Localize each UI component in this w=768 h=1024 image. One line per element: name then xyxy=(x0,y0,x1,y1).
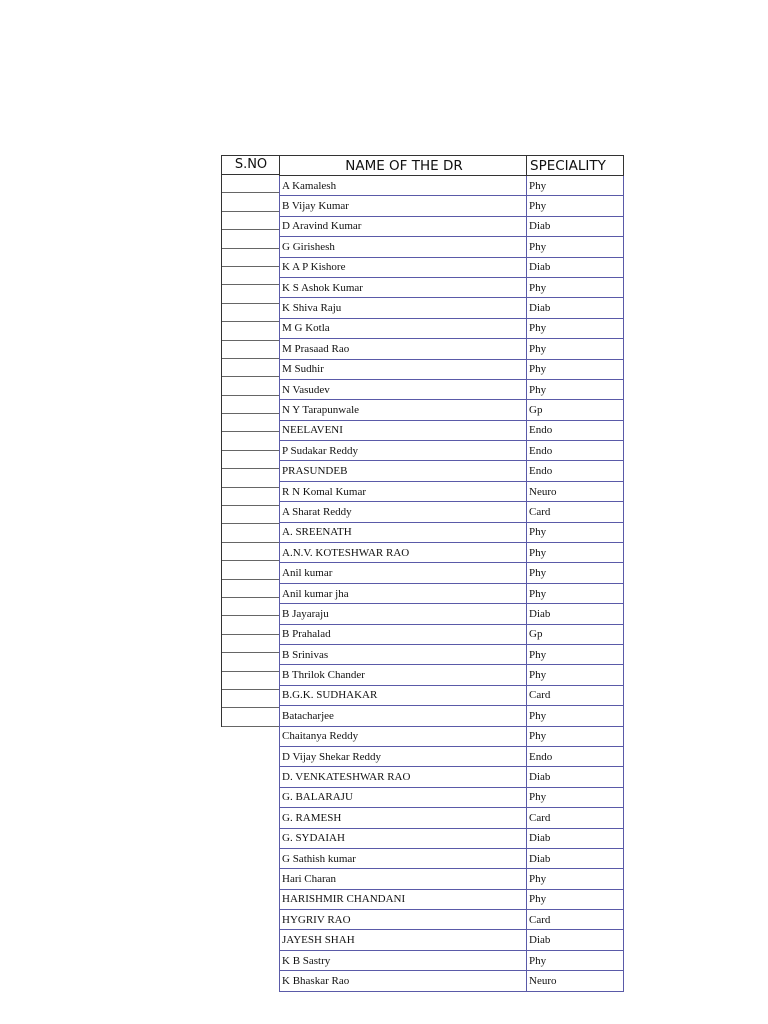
doctor-name-cell: NEELAVENI xyxy=(280,420,527,440)
doctor-name-cell: K B Sastry xyxy=(280,950,527,970)
speciality-cell: Phy xyxy=(527,869,624,889)
sno-cell xyxy=(222,469,280,487)
table-row xyxy=(280,930,624,950)
table-row xyxy=(280,604,624,624)
table-row xyxy=(280,848,624,868)
speciality-cell: Endo xyxy=(527,461,624,481)
table-row xyxy=(280,644,624,664)
speciality-cell: Phy xyxy=(527,787,624,807)
sno-cell xyxy=(222,598,280,616)
speciality-cell: Phy xyxy=(527,359,624,379)
table-row xyxy=(280,767,624,787)
table-row xyxy=(280,583,624,603)
sno-cell xyxy=(222,451,280,469)
speciality-cell: Card xyxy=(527,502,624,522)
sno-cell xyxy=(222,341,280,359)
doctor-name-cell: B Thrilok Chander xyxy=(280,665,527,685)
table-row xyxy=(280,339,624,359)
doctor-name-cell: B.G.K. SUDHAKAR xyxy=(280,685,527,705)
sno-cell xyxy=(222,690,280,708)
doctor-name-cell: B Prahalad xyxy=(280,624,527,644)
sno-cell xyxy=(222,359,280,377)
table-row xyxy=(280,277,624,297)
sno-cell xyxy=(222,267,280,285)
doctor-name-cell: P Sudakar Reddy xyxy=(280,441,527,461)
doctor-name-cell: G Girishesh xyxy=(280,237,527,257)
sno-cell xyxy=(222,506,280,524)
table-row xyxy=(280,869,624,889)
doctor-name-cell: Anil kumar jha xyxy=(280,583,527,603)
speciality-cell: Endo xyxy=(527,746,624,766)
sno-cell xyxy=(222,543,280,561)
doctor-name-cell: D. VENKATESHWAR RAO xyxy=(280,767,527,787)
doctor-name-cell: JAYESH SHAH xyxy=(280,930,527,950)
speciality-cell: Phy xyxy=(527,318,624,338)
table-row xyxy=(280,746,624,766)
doctor-name-cell: M Prasaad Rao xyxy=(280,339,527,359)
speciality-cell: Diab xyxy=(527,930,624,950)
speciality-cell: Diab xyxy=(527,767,624,787)
table-row xyxy=(280,359,624,379)
doctor-table xyxy=(279,155,624,992)
doctor-name-cell: B Jayaraju xyxy=(280,604,527,624)
speciality-cell: Diab xyxy=(527,257,624,277)
speciality-cell: Phy xyxy=(527,237,624,257)
doctor-name-cell: A. SREENATH xyxy=(280,522,527,542)
speciality-cell: Diab xyxy=(527,298,624,318)
doctor-name-cell: R N Komal Kumar xyxy=(280,481,527,501)
sno-cell xyxy=(222,524,280,542)
table-row xyxy=(280,461,624,481)
doctor-name-cell: PRASUNDEB xyxy=(280,461,527,481)
sno-cell xyxy=(222,635,280,653)
speciality-cell: Phy xyxy=(527,706,624,726)
speciality-cell: Phy xyxy=(527,950,624,970)
table-row xyxy=(280,400,624,420)
speciality-cell: Phy xyxy=(527,379,624,399)
speciality-cell: Phy xyxy=(527,339,624,359)
table-row xyxy=(280,237,624,257)
sno-cell xyxy=(222,414,280,432)
header-row xyxy=(280,156,624,176)
table-row xyxy=(280,176,624,196)
table-row xyxy=(280,889,624,909)
sno-cell xyxy=(222,432,280,450)
doctor-name-cell: N Vasudev xyxy=(280,379,527,399)
sno-cell xyxy=(222,488,280,506)
doctor-name-cell: A Sharat Reddy xyxy=(280,502,527,522)
speciality-cell: Diab xyxy=(527,848,624,868)
table-body xyxy=(280,176,624,992)
doctor-name-cell: HARISHMIR CHANDANI xyxy=(280,889,527,909)
doctor-name-cell: Chaitanya Reddy xyxy=(280,726,527,746)
table-row xyxy=(280,522,624,542)
speciality-cell: Phy xyxy=(527,583,624,603)
speciality-cell: Card xyxy=(527,808,624,828)
sno-cell xyxy=(222,561,280,579)
speciality-cell: Phy xyxy=(527,543,624,563)
sno-cell xyxy=(222,322,280,340)
table-row xyxy=(280,257,624,277)
speciality-cell: Phy xyxy=(527,889,624,909)
doctor-name-cell: M G Kotla xyxy=(280,318,527,338)
doctor-name-cell: Hari Charan xyxy=(280,869,527,889)
doctor-name-cell: Batacharjee xyxy=(280,706,527,726)
doctor-name-cell: D Vijay Shekar Reddy xyxy=(280,746,527,766)
table-row xyxy=(280,441,624,461)
table-row xyxy=(280,808,624,828)
doctor-name-cell: M Sudhir xyxy=(280,359,527,379)
sno-cells xyxy=(222,175,280,727)
table-row xyxy=(280,379,624,399)
doctor-name-cell: K S Ashok Kumar xyxy=(280,277,527,297)
speciality-cell: Gp xyxy=(527,624,624,644)
table-row xyxy=(280,726,624,746)
doctor-name-cell: G Sathish kumar xyxy=(280,848,527,868)
doctor-name-cell: B Vijay Kumar xyxy=(280,196,527,216)
table-row xyxy=(280,543,624,563)
table-row xyxy=(280,950,624,970)
sno-cell xyxy=(222,212,280,230)
doctor-name-cell: K A P Kishore xyxy=(280,257,527,277)
doctor-name-cell: D Aravind Kumar xyxy=(280,216,527,236)
sno-cell xyxy=(222,653,280,671)
sno-cell xyxy=(222,304,280,322)
speciality-cell: Diab xyxy=(527,604,624,624)
name-header: NAME OF THE DR xyxy=(280,156,527,176)
table-row xyxy=(280,481,624,501)
table-row xyxy=(280,910,624,930)
sno-cell xyxy=(222,396,280,414)
doctor-name-cell: K Bhaskar Rao xyxy=(280,971,527,991)
speciality-cell: Card xyxy=(527,685,624,705)
doctor-name-cell: G. BALARAJU xyxy=(280,787,527,807)
doctor-name-cell: G. RAMESH xyxy=(280,808,527,828)
doctor-name-cell: G. SYDAIAH xyxy=(280,828,527,848)
sno-cell xyxy=(222,285,280,303)
table-row xyxy=(280,624,624,644)
doctor-name-cell: HYGRIV RAO xyxy=(280,910,527,930)
table-row xyxy=(280,298,624,318)
speciality-cell: Neuro xyxy=(527,971,624,991)
sno-cell xyxy=(222,616,280,634)
speciality-cell: Card xyxy=(527,910,624,930)
speciality-cell: Phy xyxy=(527,522,624,542)
speciality-cell: Phy xyxy=(527,644,624,664)
table-row xyxy=(280,216,624,236)
sno-cell xyxy=(222,175,280,193)
sno-cell xyxy=(222,708,280,726)
doctor-name-cell: Anil kumar xyxy=(280,563,527,583)
sno-cell xyxy=(222,377,280,395)
speciality-header: SPECIALITY xyxy=(527,156,624,176)
table-row xyxy=(280,563,624,583)
sno-cell xyxy=(222,249,280,267)
table-row xyxy=(280,665,624,685)
table-row xyxy=(280,828,624,848)
doctor-name-cell: A.N.V. KOTESHWAR RAO xyxy=(280,543,527,563)
speciality-cell: Phy xyxy=(527,196,624,216)
table-row xyxy=(280,318,624,338)
sno-cell xyxy=(222,230,280,248)
sno-cell xyxy=(222,193,280,211)
sno-header: S.NO xyxy=(222,155,280,175)
speciality-cell: Diab xyxy=(527,828,624,848)
speciality-cell: Endo xyxy=(527,441,624,461)
speciality-cell: Phy xyxy=(527,176,624,196)
speciality-cell: Phy xyxy=(527,277,624,297)
speciality-cell: Phy xyxy=(527,563,624,583)
speciality-cell: Phy xyxy=(527,726,624,746)
table-row xyxy=(280,787,624,807)
doctor-name-cell: A Kamalesh xyxy=(280,176,527,196)
speciality-cell: Neuro xyxy=(527,481,624,501)
table-row xyxy=(280,502,624,522)
sno-cell xyxy=(222,672,280,690)
table-row xyxy=(280,420,624,440)
doctor-name-cell: B Srinivas xyxy=(280,644,527,664)
sno-column xyxy=(221,155,280,727)
doctor-name-cell: K Shiva Raju xyxy=(280,298,527,318)
table-row xyxy=(280,706,624,726)
speciality-cell: Gp xyxy=(527,400,624,420)
table-row xyxy=(280,971,624,991)
speciality-cell: Endo xyxy=(527,420,624,440)
table-row xyxy=(280,685,624,705)
speciality-cell: Phy xyxy=(527,665,624,685)
table-row xyxy=(280,196,624,216)
sno-cell xyxy=(222,580,280,598)
doctor-name-cell: N Y Tarapunwale xyxy=(280,400,527,420)
speciality-cell: Diab xyxy=(527,216,624,236)
